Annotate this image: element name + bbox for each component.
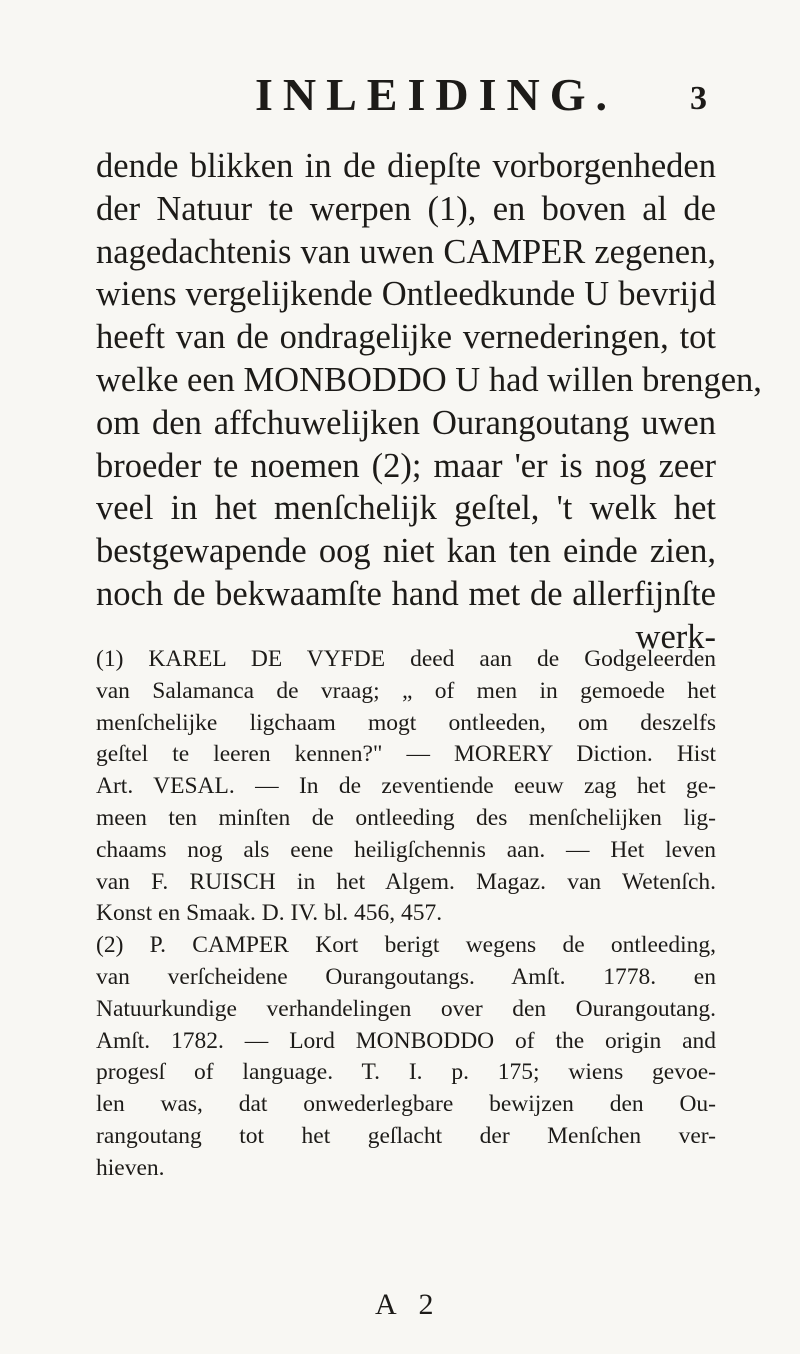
body-line: broeder te noemen (2); maar 'er is nog zeer (96, 446, 716, 485)
footnote-line: Natuurkundige verhandelingen over den Ourangoutang. (96, 995, 716, 1022)
body-line: veel in het menſchelijk geſtel, 't welk het (96, 489, 716, 528)
body-line: nagedachtenis van uwen CAMPER zegenen, (96, 232, 716, 271)
footnote-line: van verſcheidene Ourangoutangs. Amſt. 1778. en (96, 963, 716, 990)
page-number: 3 (690, 80, 707, 117)
body-line: bestgewapende oog niet kan ten einde zien, (96, 532, 716, 571)
footnote-line: meen ten minſten de ontleeding des menſchelijken lig- (96, 804, 716, 831)
footnote-line: Konst en Smaak. D. IV. bl. 456, 457. (96, 900, 443, 927)
footnote-line: van Salamanca de vraag; „ of men in gemoede het (96, 677, 716, 704)
signature-mark: A 2 (375, 1288, 442, 1321)
body-line: noch de bekwaamſte hand met de allerfijnſte (96, 574, 716, 613)
body-line: om den affchuwelijken Ourangoutang uwen (96, 403, 716, 442)
footnote-line: geſtel te leeren kennen?" — MORERY Diction. Hist (96, 741, 716, 768)
footnote-line: Art. VESAL. — In de zeventiende eeuw zag het ge- (96, 773, 716, 800)
footnote-line: Amſt. 1782. — Lord MONBODDO of the origin and (96, 1027, 716, 1054)
page-header (0, 69, 800, 122)
footnote-line: progesſ of language. T. I. p. 175; wiens gevoe- (96, 1059, 716, 1086)
footnote-line: rangoutang tot het geſlacht der Menſchen ver- (96, 1122, 716, 1149)
running-head: INLEIDING. (255, 69, 618, 120)
catchword: werk- (635, 617, 716, 656)
body-line: dende blikken in de diepſte vorborgenheden (96, 147, 716, 185)
body-line: heeft van de ondragelijke vernederingen, tot (96, 318, 716, 357)
footnote-line: menſchelijke ligchaam mogt ontleeden, om deszelfs (96, 709, 716, 736)
body-text (96, 145, 762, 659)
footnote-line: (1) KAREL DE VYFDE deed aan de Godgeleerden (96, 646, 716, 672)
body-line: der Natuur te werpen (1), en boven al de (96, 189, 716, 228)
footnote-line: len was, dat onwederlegbare bewijzen den Ou- (96, 1091, 716, 1118)
body-line: wiens vergelijkende Ontleedkunde U bevrijd (96, 275, 716, 314)
footnote-line: hieven. (96, 1154, 165, 1181)
footnote-line: chaams nog als eene heiligſchennis aan. — Het leven (96, 836, 716, 863)
footnote-line: (2) P. CAMPER Kort berigt wegens de ontleeding, (96, 932, 716, 959)
footnotes (96, 644, 716, 1185)
body-line: welke een MONBODDO U had willen brengen, (96, 360, 762, 399)
footnote-line: van F. RUISCH in het Algem. Magaz. van Wetenſch. (96, 868, 716, 895)
